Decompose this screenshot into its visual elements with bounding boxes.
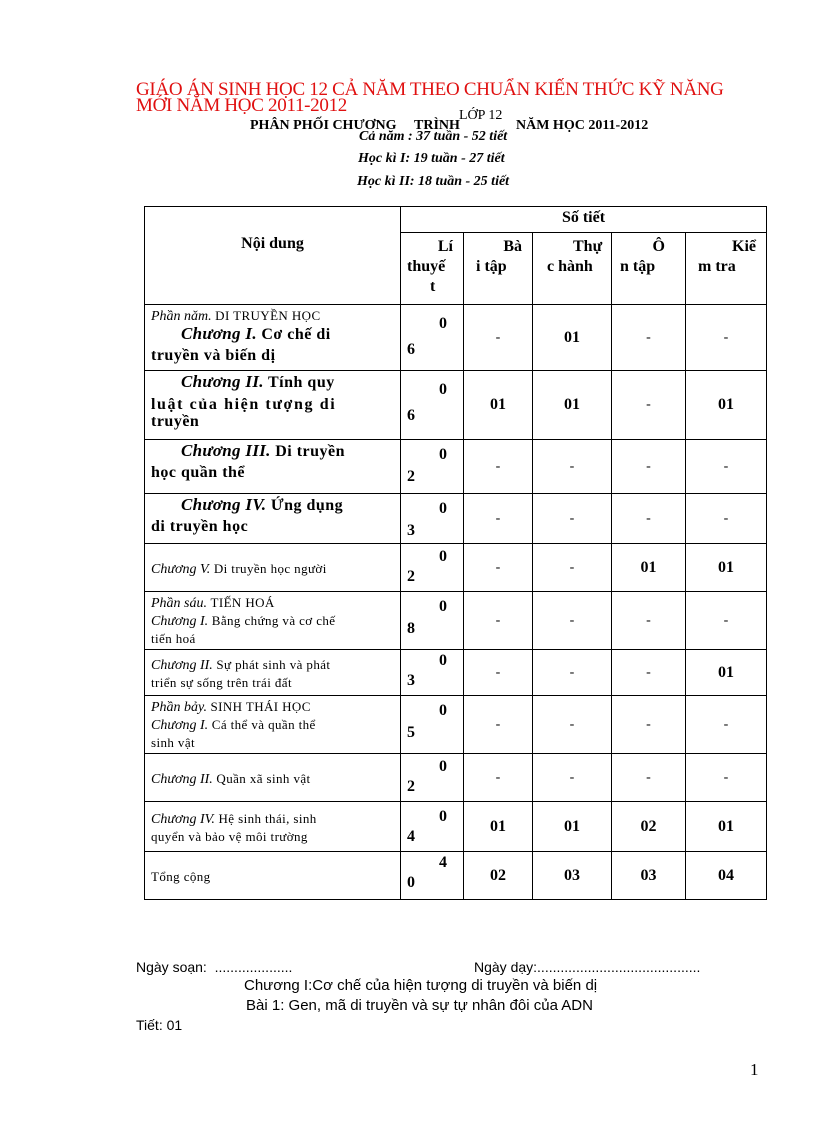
exercise-count: 01 bbox=[464, 802, 533, 852]
practice-count: 01 bbox=[533, 802, 612, 852]
table-row bbox=[145, 544, 767, 592]
table-row bbox=[145, 754, 767, 802]
test-count: - bbox=[686, 440, 767, 494]
review-count: 01 bbox=[612, 544, 686, 592]
table-row bbox=[145, 650, 767, 696]
test-count: 01 bbox=[686, 371, 767, 440]
row-content: Chương II. Quần xã sinh vật bbox=[145, 754, 401, 802]
exercise-count: - bbox=[464, 754, 533, 802]
exercise-count: - bbox=[464, 592, 533, 650]
test-count: - bbox=[686, 494, 767, 544]
prep-date: Ngày soạn: .................... bbox=[136, 959, 293, 975]
practice-count: - bbox=[533, 592, 612, 650]
review-count: - bbox=[612, 440, 686, 494]
row-content: Chương II. Sự phát sinh và phát triển sự sống trên trái đất bbox=[145, 650, 401, 696]
table-row bbox=[145, 494, 767, 544]
theory-count: 0 6 bbox=[401, 371, 464, 440]
exercise-count: - bbox=[464, 494, 533, 544]
period-number: Tiết: 01 bbox=[136, 1017, 183, 1033]
review-count: - bbox=[612, 592, 686, 650]
program-heading-right: NĂM HỌC 2011-2012 bbox=[516, 118, 649, 133]
practice-count: 01 bbox=[533, 305, 612, 371]
practice-count: - bbox=[533, 696, 612, 754]
review-count: - bbox=[612, 650, 686, 696]
header-test: Kiể m tra bbox=[686, 233, 767, 305]
exercise-count: 01 bbox=[464, 371, 533, 440]
teach-date: Ngày dạy:.......................................... bbox=[474, 959, 701, 975]
exercise-count: - bbox=[464, 544, 533, 592]
lesson-title: Bài 1: Gen, mã di truyền và sự tự nhân đôi của ADN bbox=[246, 997, 593, 1014]
header-theory: Lí thuyế t bbox=[401, 233, 464, 305]
chapter-title: Chương I:Cơ chế của hiện tượng di truyền và biến dị bbox=[244, 977, 598, 994]
exercise-count: - bbox=[464, 696, 533, 754]
test-count: 01 bbox=[686, 544, 767, 592]
program-semester2: Học kì II: 18 tuần - 25 tiết bbox=[357, 174, 510, 189]
page-number: 1 bbox=[750, 1060, 759, 1079]
table-row bbox=[145, 371, 767, 440]
review-count: - bbox=[612, 371, 686, 440]
exercise-count: - bbox=[464, 440, 533, 494]
test-count: - bbox=[686, 592, 767, 650]
header-exercise: Bà i tập bbox=[464, 233, 533, 305]
table-row bbox=[145, 592, 767, 650]
row-content: Phần sáu. TIẾN HOÁ Chương I. Bằng chứng và cơ chế tiến hoá bbox=[145, 592, 401, 650]
practice-count: - bbox=[533, 544, 612, 592]
theory-count: 0 2 bbox=[401, 754, 464, 802]
program-heading-grade: LỚP 12 bbox=[459, 108, 503, 123]
row-content: Chương II. Tính quy luật của hiện tượng di truyền bbox=[145, 371, 401, 440]
curriculum-table bbox=[144, 206, 767, 900]
table-row bbox=[145, 696, 767, 754]
test-count: - bbox=[686, 754, 767, 802]
theory-count: 0 2 bbox=[401, 440, 464, 494]
test-count: 04 bbox=[686, 852, 767, 900]
theory-count: 0 3 bbox=[401, 494, 464, 544]
header-practice: Thự c hành bbox=[533, 233, 612, 305]
program-semester1: Học kì I: 19 tuần - 27 tiết bbox=[358, 151, 505, 166]
theory-count: 0 8 bbox=[401, 592, 464, 650]
header-content: Nội dung bbox=[145, 207, 401, 305]
table-row bbox=[145, 305, 767, 371]
exercise-count: - bbox=[464, 305, 533, 371]
exercise-count: 02 bbox=[464, 852, 533, 900]
review-count: - bbox=[612, 696, 686, 754]
row-content: Chương III. Di truyền học quần thể bbox=[145, 440, 401, 494]
review-count: 02 bbox=[612, 802, 686, 852]
row-content: Chương V. Di truyền học người bbox=[145, 544, 401, 592]
theory-count: 0 2 bbox=[401, 544, 464, 592]
row-content: Chương IV. Hệ sinh thái, sinh quyển và bảo vệ môi trường bbox=[145, 802, 401, 852]
theory-count: 4 0 bbox=[401, 852, 464, 900]
review-count: - bbox=[612, 494, 686, 544]
practice-count: - bbox=[533, 494, 612, 544]
table-row bbox=[145, 802, 767, 852]
practice-count: - bbox=[533, 754, 612, 802]
program-heading-mid: TRÌNH bbox=[414, 118, 460, 133]
document-title-line2: MỚI NĂM HỌC 2011-2012 bbox=[136, 95, 347, 116]
theory-count: 0 3 bbox=[401, 650, 464, 696]
document-title-line1: GIÁO ÁN SINH HỌC 12 CẢ NĂM THEO CHUẨN KIẾN THỨC KỸ NĂNG bbox=[136, 79, 724, 100]
test-count: 01 bbox=[686, 650, 767, 696]
exercise-count: - bbox=[464, 650, 533, 696]
practice-count: 03 bbox=[533, 852, 612, 900]
theory-count: 0 4 bbox=[401, 802, 464, 852]
header-review: Ô n tập bbox=[612, 233, 686, 305]
table-row bbox=[145, 440, 767, 494]
row-content: Chương IV. Ứng dụng di truyền học bbox=[145, 494, 401, 544]
theory-count: 0 6 bbox=[401, 305, 464, 371]
table-row-total bbox=[145, 852, 767, 900]
review-count: - bbox=[612, 305, 686, 371]
header-period-count: Số tiết bbox=[401, 207, 767, 233]
program-year: Cả năm : 37 tuần - 52 tiết bbox=[359, 129, 508, 144]
review-count: 03 bbox=[612, 852, 686, 900]
theory-count: 0 5 bbox=[401, 696, 464, 754]
review-count: - bbox=[612, 754, 686, 802]
total-label: Tổng cộng bbox=[145, 852, 401, 900]
test-count: - bbox=[686, 696, 767, 754]
test-count: 01 bbox=[686, 802, 767, 852]
practice-count: - bbox=[533, 440, 612, 494]
practice-count: - bbox=[533, 650, 612, 696]
practice-count: 01 bbox=[533, 371, 612, 440]
row-content: Phần bảy. SINH THÁI HỌC Chương I. Cá thể và quần thể sinh vật bbox=[145, 696, 401, 754]
row-content: Phần năm. DI TRUYỀN HỌC Chương I. Cơ chế di truyền và biến dị bbox=[145, 305, 401, 371]
test-count: - bbox=[686, 305, 767, 371]
program-heading-left: PHÂN PHỐI CHƯƠNG bbox=[250, 118, 397, 133]
